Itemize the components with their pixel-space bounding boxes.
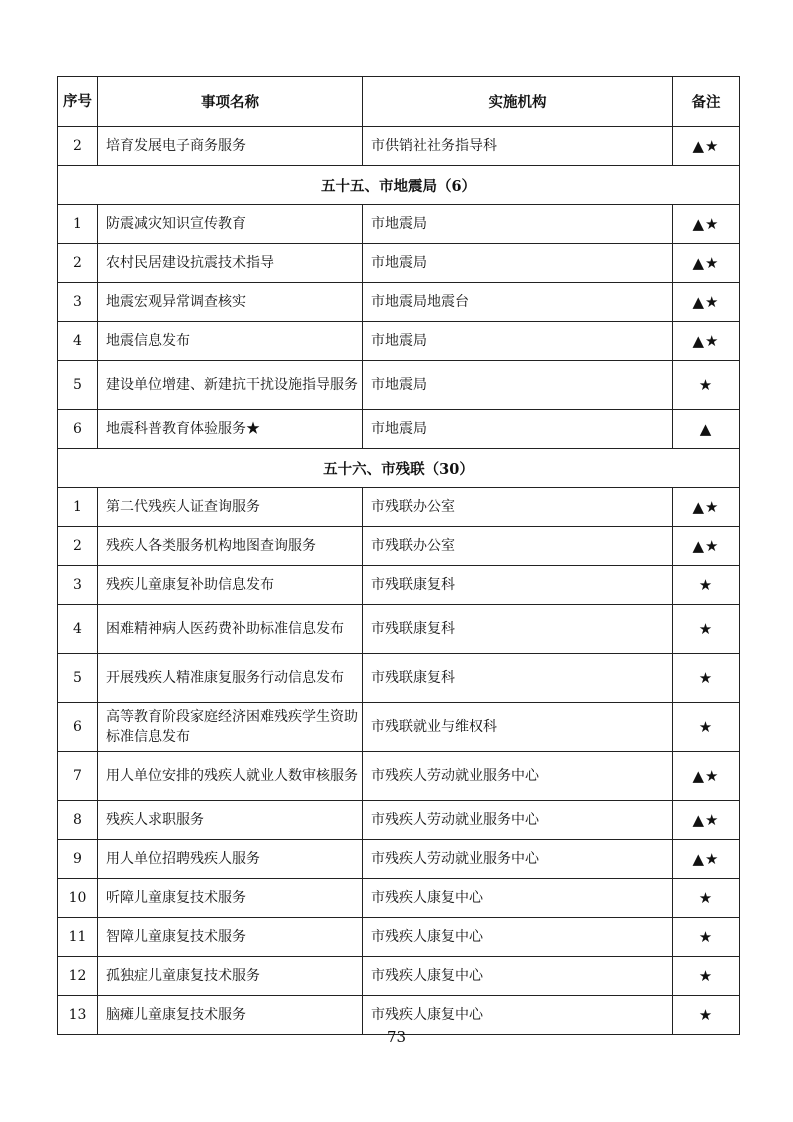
row-no: 10 — [58, 879, 98, 918]
row-no: 6 — [58, 410, 98, 449]
row-note: ▲★ — [673, 244, 740, 283]
row-name: 智障儿童康复技术服务 — [98, 918, 363, 957]
table-row — [58, 605, 740, 654]
table-header-row — [58, 77, 740, 127]
row-name: 高等教育阶段家庭经济困难残疾学生资助标准信息发布 — [98, 703, 363, 752]
row-name: 残疾人各类服务机构地图查询服务 — [98, 527, 363, 566]
row-note: ▲★ — [673, 752, 740, 801]
row-note: ★ — [673, 957, 740, 996]
row-agency: 市残疾人劳动就业服务中心 — [363, 840, 673, 879]
row-agency: 市残疾人康复中心 — [363, 957, 673, 996]
row-agency: 市残联康复科 — [363, 605, 673, 654]
row-note: ★ — [673, 361, 740, 410]
table-row — [58, 361, 740, 410]
table-row — [58, 244, 740, 283]
row-agency: 市地震局 — [363, 322, 673, 361]
table-row — [58, 752, 740, 801]
row-note: ★ — [673, 918, 740, 957]
row-note: ▲ — [673, 410, 740, 449]
row-name: 残疾儿童康复补助信息发布 — [98, 566, 363, 605]
row-agency: 市残联就业与维权科 — [363, 703, 673, 752]
row-no: 7 — [58, 752, 98, 801]
row-no: 4 — [58, 322, 98, 361]
row-note: ▲★ — [673, 840, 740, 879]
row-no: 11 — [58, 918, 98, 957]
row-agency: 市地震局 — [363, 410, 673, 449]
section-header-earthquake-bureau — [58, 166, 740, 205]
row-no: 9 — [58, 840, 98, 879]
page-number: 73 — [386, 1028, 407, 1046]
row-agency: 市地震局地震台 — [363, 283, 673, 322]
row-no: 5 — [58, 361, 98, 410]
row-no: 12 — [58, 957, 98, 996]
row-agency: 市残疾人康复中心 — [363, 996, 673, 1035]
section-header-disabled-federation — [58, 449, 740, 488]
row-no: 3 — [58, 283, 98, 322]
row-name: 防震减灾知识宣传教育 — [98, 205, 363, 244]
row-name: 建设单位增建、新建抗干扰设施指导服务 — [98, 361, 363, 410]
row-name: 脑瘫儿童康复技术服务 — [98, 996, 363, 1035]
row-agency: 市残疾人康复中心 — [363, 879, 673, 918]
row-agency: 市残联康复科 — [363, 654, 673, 703]
row-note: ★ — [673, 566, 740, 605]
row-name: 地震信息发布 — [98, 322, 363, 361]
row-agency: 市供销社社务指导科 — [363, 127, 673, 166]
row-no: 3 — [58, 566, 98, 605]
table-row — [58, 127, 740, 166]
row-agency: 市地震局 — [363, 361, 673, 410]
row-name: 地震宏观异常调查核实 — [98, 283, 363, 322]
table-row — [58, 957, 740, 996]
header-agency: 实施机构 — [363, 77, 673, 127]
row-agency: 市地震局 — [363, 244, 673, 283]
table-row — [58, 283, 740, 322]
row-name: 用人单位安排的残疾人就业人数审核服务 — [98, 752, 363, 801]
header-note: 备注 — [673, 77, 740, 127]
row-name: 孤独症儿童康复技术服务 — [98, 957, 363, 996]
row-no: 1 — [58, 205, 98, 244]
row-name: 第二代残疾人证查询服务 — [98, 488, 363, 527]
row-note: ▲★ — [673, 127, 740, 166]
row-name: 困难精神病人医药费补助标准信息发布 — [98, 605, 363, 654]
row-no: 5 — [58, 654, 98, 703]
row-note: ▲★ — [673, 322, 740, 361]
row-note: ▲★ — [673, 488, 740, 527]
row-name: 培育发展电子商务服务 — [98, 127, 363, 166]
row-agency: 市残疾人劳动就业服务中心 — [363, 801, 673, 840]
row-note: ▲★ — [673, 283, 740, 322]
row-no: 13 — [58, 996, 98, 1035]
row-note: ▲★ — [673, 527, 740, 566]
table-row — [58, 566, 740, 605]
row-note: ★ — [673, 996, 740, 1035]
table-row — [58, 918, 740, 957]
services-table — [57, 76, 740, 1035]
header-name: 事项名称 — [98, 77, 363, 127]
row-name: 听障儿童康复技术服务 — [98, 879, 363, 918]
row-agency: 市残疾人康复中心 — [363, 918, 673, 957]
row-name: 用人单位招聘残疾人服务 — [98, 840, 363, 879]
row-agency: 市残联康复科 — [363, 566, 673, 605]
row-no: 8 — [58, 801, 98, 840]
section-title: 五十五、市地震局（6） — [58, 166, 740, 205]
row-note: ★ — [673, 879, 740, 918]
row-note: ▲★ — [673, 801, 740, 840]
row-agency: 市地震局 — [363, 205, 673, 244]
row-no: 2 — [58, 244, 98, 283]
table-row — [58, 703, 740, 752]
row-note: ★ — [673, 703, 740, 752]
row-name: 残疾人求职服务 — [98, 801, 363, 840]
row-agency: 市残联办公室 — [363, 488, 673, 527]
table-row — [58, 527, 740, 566]
row-name: 农村民居建设抗震技术指导 — [98, 244, 363, 283]
row-agency: 市残疾人劳动就业服务中心 — [363, 752, 673, 801]
table-row — [58, 205, 740, 244]
row-agency: 市残联办公室 — [363, 527, 673, 566]
table-row — [58, 879, 740, 918]
row-no: 6 — [58, 703, 98, 752]
table-row — [58, 654, 740, 703]
row-name: 地震科普教育体验服务★ — [98, 410, 363, 449]
row-note: ★ — [673, 654, 740, 703]
section-title: 五十六、市残联（30） — [58, 449, 740, 488]
table-row — [58, 410, 740, 449]
row-no: 2 — [58, 527, 98, 566]
header-no: 序号 — [58, 77, 98, 127]
table-row — [58, 322, 740, 361]
table-row — [58, 801, 740, 840]
table-row — [58, 488, 740, 527]
row-no: 1 — [58, 488, 98, 527]
row-no: 2 — [58, 127, 98, 166]
row-name: 开展残疾人精准康复服务行动信息发布 — [98, 654, 363, 703]
row-note: ★ — [673, 605, 740, 654]
table-row — [58, 840, 740, 879]
row-no: 4 — [58, 605, 98, 654]
row-note: ▲★ — [673, 205, 740, 244]
